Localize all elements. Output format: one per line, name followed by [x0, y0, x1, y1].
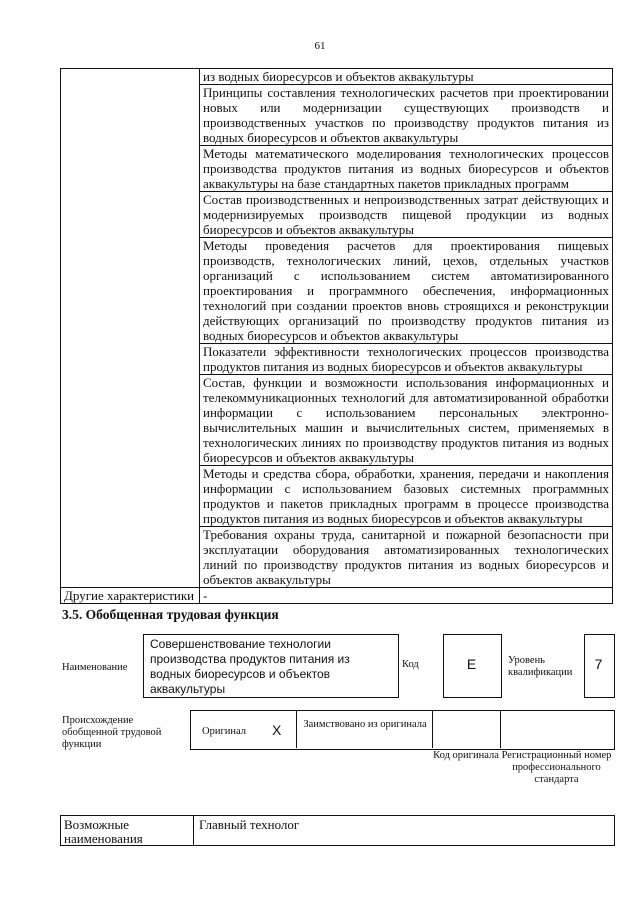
knowledge-label-cell	[61, 69, 200, 588]
original-mark: X	[272, 722, 282, 738]
knowledge-table	[60, 68, 613, 604]
name-label: Наименование	[62, 662, 128, 673]
origin-divider	[500, 710, 501, 748]
possible-names-divider	[193, 816, 194, 845]
knowledge-row: Показатели эффективности технологических процессов производства продуктов питания из водных биоресурсов и объектов аквакультуры	[200, 344, 613, 375]
origin-divider	[432, 710, 433, 748]
possible-names-label: Возможные наименования	[64, 817, 143, 846]
knowledge-row: Методы проведения расчетов для проектирования пищевых производств, технологических линий, цехов, отдельных участков организаций с использованием систем автоматизированного проектирования и программного обеспечения, информационных технологий при создании проектов вновь строящихся и реконструкции действующих организаций по производству продуктов питания из водных биоресурсов и объектов аквакультуры	[200, 238, 613, 344]
code-label: Код	[402, 659, 419, 670]
origin-divider	[296, 710, 297, 748]
knowledge-row: Принципы составления технологических расчетов при проектировании новых или модернизации существующих производств и производственных участков по производству продуктов питания из водных биоресурсов и объектов аквакультуры	[200, 85, 613, 146]
level-label: Уровень квалификации	[508, 655, 573, 678]
origin-label: Происхождение обобщенной трудовой функции	[62, 715, 162, 750]
level-value: 7	[594, 656, 603, 672]
knowledge-row: Состав, функции и возможности использования информационных и телекоммуникационных технологий для автоматизированной обработки информации с использованием персональных электронно-вычислительных машин и вычислительных систем, применяемых в технологических линиях по производству продуктов питания из водных биоресурсов и объектов аквакультуры	[200, 375, 613, 466]
knowledge-row: Методы математического моделирования технологических процессов производства продуктов питания из водных биоресурсов и объектов аквакультуры на базе стандартных пакетов прикладных программ	[200, 146, 613, 192]
code-original-label: Код оригинала	[433, 750, 499, 761]
code-value: E	[466, 656, 477, 672]
borrowed-label: Заимствовано из оригинала	[303, 719, 427, 730]
name-value: Совершенствование технологии производства продуктов питания из водных биоресурсов и объектов аквакультуры	[150, 637, 350, 696]
other-characteristics-value: -	[200, 588, 613, 604]
section-title: 3.5. Обобщенная трудовая функция	[62, 607, 279, 622]
knowledge-row: из водных биоресурсов и объектов аквакультуры	[200, 69, 613, 85]
other-characteristics-label: Другие характеристики	[61, 588, 200, 604]
knowledge-row: Методы и средства сбора, обработки, хранения, передачи и накопления информации с использованием базовых системных программных продуктов и пакетов прикладных программ в процессе производства продуктов питания из водных биоресурсов и объектов аквакультуры	[200, 466, 613, 527]
page-number: 61	[314, 40, 326, 52]
knowledge-row: Требования охраны труда, санитарной и пожарной безопасности при эксплуатации оборудования автоматизированных технологических линий по производству продуктов питания из водных биоресурсов и объектов аквакультуры	[200, 527, 613, 588]
reg-number-label: Регистрационный номер профессионального стандарта	[501, 750, 612, 785]
knowledge-row: Состав производственных и непроизводственных затрат действующих и модернизируемых производств пищевой продукции из водных биоресурсов и объектов аквакультуры	[200, 192, 613, 238]
possible-names-value: Главный технолог	[199, 817, 300, 832]
original-label: Оригинал	[202, 726, 246, 737]
possible-names-table	[60, 815, 615, 846]
